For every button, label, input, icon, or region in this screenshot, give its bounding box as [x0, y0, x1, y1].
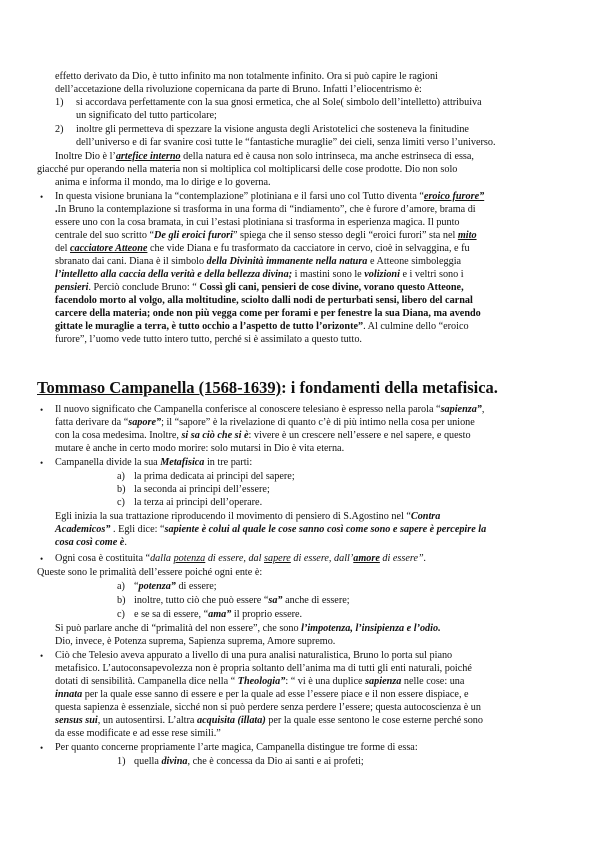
- list-item: la prima dedicata ai principi del sapere;: [134, 471, 295, 482]
- bullet: •: [40, 405, 44, 415]
- text-line: con la cosa medesima. Inoltre, si sa ciò che si è: vivere è un crescere nell’essere e nel sapere, e questo: [55, 430, 471, 441]
- text-line: innata per la quale esse sanno di essere e per la quale ad esse l’essere piace e il non essere dispiace, e: [55, 689, 469, 700]
- text-line: carcere della materia; onde non più vegga come per forami e per fenestre la sua Diana, ma avendo: [55, 308, 481, 319]
- list-item: quella divina, che è concessa da Dio ai santi e ai profeti;: [134, 756, 364, 767]
- list-item: inoltre, tutto ciò che può essere “sa” anche di essere;: [134, 595, 350, 606]
- list-letter: b): [117, 484, 126, 495]
- list-number: 1): [55, 97, 64, 108]
- list-letter: b): [117, 595, 126, 606]
- text-line: Academicos” . Egli dice: “sapiente è colui al quale le cose sanno così come sono e sapere è percepire la: [55, 524, 487, 535]
- text-line: Per quanto concerne propriamente l’arte magica, Campanella distingue tre forme di essa:: [55, 742, 418, 753]
- text-line: un significato del tutto particolare;: [76, 110, 217, 121]
- list-letter: a): [117, 471, 125, 482]
- list-number: 2): [55, 124, 64, 135]
- list-item: la terza ai principi dell’operare.: [134, 497, 263, 508]
- text-line: metafisico. L’autoconsapevolezza non è propria soltanto dell’anima ma di tutti gli enti naturali, poiché: [55, 663, 472, 674]
- list-item: la seconda ai principi dell’essere;: [134, 484, 270, 495]
- text-line: mutare è anche in certo modo morire: solo mutarsi in Dio è vita eterna.: [55, 443, 345, 454]
- bullet: •: [40, 554, 44, 564]
- text-line: l’intelletto alla caccia della verità e della bellezza divina; i mastini sono le volizioni e i veltri sono i: [55, 269, 464, 280]
- text-line: Dio, invece, è Potenza suprema, Sapienza suprema, Amore supremo.: [55, 636, 336, 647]
- bullet: •: [40, 651, 44, 661]
- text-line: Campanella divide la sua Metafisica in tre parti:: [55, 457, 253, 468]
- list-letter: c): [117, 609, 125, 620]
- text-line: facendolo morto al volgo, alla moltitudine, sciolto dalli nodi de perturbati sensi, libero del carnal: [55, 295, 473, 306]
- bullet: •: [40, 192, 44, 202]
- bullet: •: [40, 458, 44, 468]
- text-line: furore”, l’uomo vede tutto intero tutto, perché si è assimilato a questo tutto.: [55, 334, 362, 345]
- text-line: Il nuovo significato che Campanella conferisce al conoscere telesiano è espresso nella parola “sapienza”,: [55, 404, 485, 415]
- list-item: e se sa di essere, “ama” il proprio essere.: [134, 609, 303, 620]
- text-line: gittate le muraglie a terra, è tutto occhio a l’aspetto de tutto l’orizonte”. Al culmine dello “eroico: [55, 321, 469, 332]
- text-line: giacché pur operando nella materia non si moltiplica col moltiplicarsi delle cose prodotte. Dio non solo: [37, 164, 458, 175]
- text-line: da esse modificate e ad esse rese simili.”: [55, 728, 221, 739]
- section-heading: Tommaso Campanella (1568-1639): i fondamenti della metafisica.: [37, 378, 498, 397]
- text-line: anima e informa il mondo, ma lo dirige e lo governa.: [55, 177, 271, 188]
- text-line: si accordava perfettamente con la sua gnosi ermetica, che al Sole( simbolo dell’intelletto) attribuiva: [76, 97, 482, 108]
- text-line: Egli inizia la sua trattazione riproducendo il movimento di pensiero di S.Agostino nel “Contra: [55, 511, 441, 522]
- text-line: .In Bruno la contemplazione si trasforma in una forma di “indiamento”, che è furore d’amore, brama di: [55, 204, 476, 215]
- text-line: Ogni cosa è costituita “dalla potenza di essere, dal sapere di essere, dall’amore di essere”.: [55, 553, 427, 564]
- text-line: dell’accetazione della rivoluzione copernicana da parte di Bruno. Infatti l’eliocentrismo è:: [55, 84, 422, 95]
- list-letter: c): [117, 497, 125, 508]
- text-line: In questa visione bruniana la “contemplazione” plotiniana e il farsi uno col Tutto diventa “eroico furore”: [55, 191, 485, 202]
- text-line: del cacciatore Atteone che vide Diana e fu trasformato da cacciatore in cervo, cioè in selvaggina, e fu: [55, 243, 470, 254]
- text-line: Queste sono le primalità dell’essere poiché ogni ente è:: [37, 567, 263, 578]
- text-line: effetto derivato da Dio, è tutto infinito ma non totalmente infinito. Ora si può capire le ragioni: [55, 71, 438, 82]
- text-line: centrale del suo scritto “De gli eroici furori” spiega che il senso stesso degli “eroici furori” sta nel mito: [55, 230, 477, 241]
- text-line: sbranato dai cani. Diana è il simbolo della Divinità immanente nella natura e Atteone simboleggia: [55, 256, 462, 267]
- text-line: pensieri. Perciò conclude Bruno: “ Cossì gli cani, pensieri de cose divine, vorano questo Atteone,: [55, 282, 464, 293]
- text-line: sensus sui, un autosentirsi. L’altra acquisita (illata) per la quale esse sentono le cose esterne perché sono: [55, 715, 483, 726]
- text-line: Ciò che Telesio aveva appurato a livello di una pura analisi naturalistica, Bruno lo porta sul piano: [55, 650, 453, 661]
- text-line: fatta derivare da “sapore”; il “sapore” è la rivelazione di quanto c’è di più intimo nella cosa per unione: [55, 417, 475, 428]
- text-line: cosa così come è.: [55, 537, 127, 548]
- text-line: dell’universo e di far svanire così tutte le “fantastiche muraglie” dei cieli, senza limiti verso l’universo.: [76, 137, 496, 148]
- bullet: •: [40, 743, 44, 753]
- text-line: dotati di sensibilità. Campanella dice nella “ Theologia”: “ vi è una duplice sapienza nelle cose: una: [55, 676, 465, 687]
- list-letter: a): [117, 581, 125, 592]
- text-line: inoltre gli permetteva di spezzare la visione angusta degli Aristotelici che sosteneva la finitudine: [76, 124, 469, 135]
- text-line: Si può parlare anche di “primalità del non essere”, che sono l’impotenza, l’insipienza e l’odio.: [55, 623, 441, 634]
- list-item: “potenza” di essere;: [134, 581, 217, 592]
- list-number: 1): [117, 756, 126, 767]
- text-line: Inoltre Dio è l’artefice interno della natura ed è causa non solo intrinseca, ma anche estrinseca di essa,: [55, 151, 474, 162]
- text-line: essere uno con la cosa bramata, in cui l’estasi plotiniana si trasforma in esperienza magica. Il punto: [55, 217, 460, 228]
- text-line: questa sapienza è essenziale, sicché non si può perdere senza perdere l’essere; questa autocoscienza è un: [55, 702, 481, 713]
